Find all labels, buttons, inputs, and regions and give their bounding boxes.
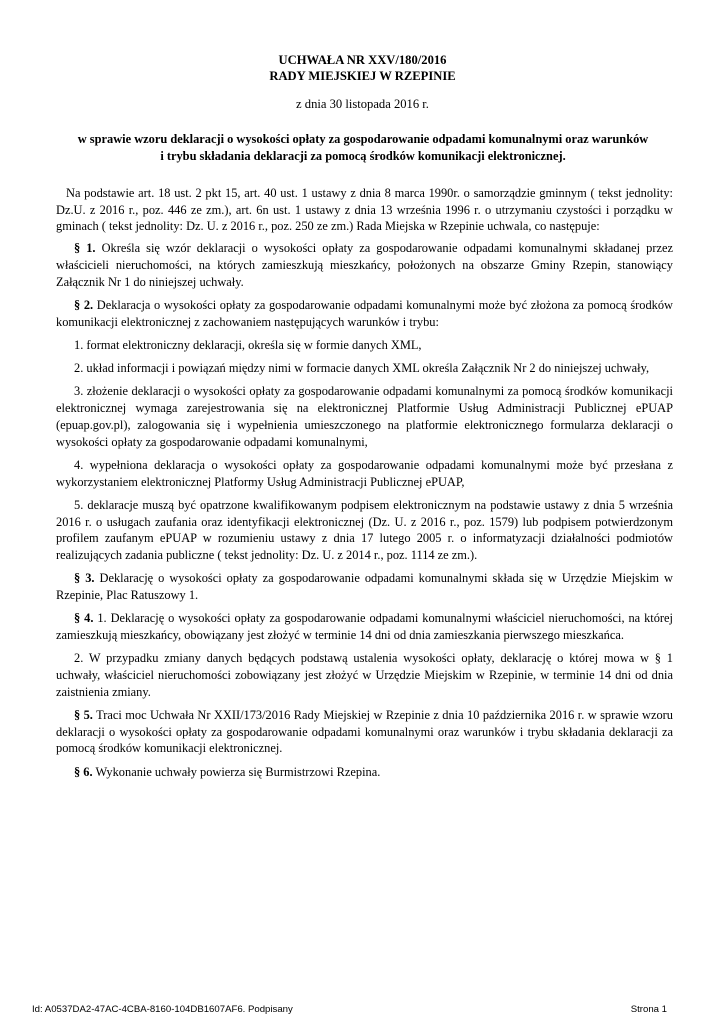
section-2: [56, 297, 673, 330]
section-4-text: 1. Deklarację o wysokości opłaty za gospodarowanie odpadami komunalnymi właściciel nieruchomości, na której zamieszkują mieszkańcy, obowiązany jest złożyć w terminie 14 dni od dnia zamieszkania pierwszego mieszkańca.: [56, 611, 673, 642]
council-name: RADY MIEJSKIEJ W RZEPINIE: [269, 69, 456, 83]
section-2-mark: § 2.: [74, 297, 94, 312]
section-1-mark: § 1.: [74, 241, 96, 256]
section-2-text: Deklaracja o wysokości opłaty za gospodarowanie odpadami komunalnymi może być złożona za pomocą środków komunikacji elektronicznej z zachowaniem następujących warunków i trybu:: [56, 297, 674, 329]
section-1-text: Określa się wzór deklaracji o wysokości opłaty za gospodarowanie odpadami komunalnymi składanej przez właścicieli nieruchomości, na których zamieszkują mieszkańcy, położonych na obszarze Gminy Rzepin, stanowiący Załącznik Nr 1 do niniejszej uchwały.: [56, 241, 673, 289]
section-3-text: Deklarację o wysokości opłaty za gospodarowanie odpadami komunalnymi składa się w Urzędzie Miejskim w Rzepinie, Plac Ratuszowy 1.: [56, 571, 674, 602]
section-3-mark: § 3.: [74, 571, 95, 586]
section-5: [56, 707, 673, 757]
section-5-text: Traci moc Uchwała Nr XXII/173/2016 Rady Miejskiej w Rzepinie z dnia 10 października 2016 r. w sprawie wzoru deklaracji o wysokości opłaty za gospodarowanie odpadami komunalnymi oraz warunków i trybu składania deklaracji za pomocą środków komunikacji elektronicznej.: [56, 707, 673, 756]
section-4-item-2: 2. W przypadku zmiany danych będących podstawą ustalenia wysokości opłaty, deklarację o której mowa w § 1 uchwały, właściciel nieruchomości zobowiązany jest złożyć w Urzędzie Miejskim w Rzepinie, w terminie 14 dni od dnia zaistnienia zmiany.: [56, 651, 673, 699]
section-5-mark: § 5.: [74, 707, 93, 722]
subject-line-2: i trybu składania deklaracji za pomocą środków komunikacji elektronicznej.: [160, 148, 566, 163]
section-3: [56, 570, 673, 603]
section-4: [56, 610, 673, 643]
section-4-mark: § 4.: [74, 611, 94, 626]
section-2-item-4: 4. wypełniona deklaracja o wysokości opłaty za gospodarowanie odpadami komunalnymi może być przesłana z wykorzystaniem elektronicznej Platformy Usług Administracji Publicznej ePUAP,: [56, 457, 673, 489]
section-1: [56, 240, 673, 290]
resolution-body: [56, 185, 673, 787]
section-2-item-5: 5. deklaracje muszą być opatrzone kwalifikowanym podpisem elektronicznym na podstawie ustawy z dnia 5 września 2016 r. o usługach zaufania oraz identyfikacji elektronicznej (Dz. U. z 2016 r., poz. 1579) lub podpisem potwierdzonym profilem zaufanym ePUAP w rozumieniu ustawy z dnia 17 lutego 2005 r. o informatyzacji działalności podmiotów realizujących zadania publiczne ( tekst jednolity: Dz. U. z 2014 r., poz. 1114 ze zm.).: [56, 497, 673, 562]
document-id-footer: Id: A0537DA2-47AC-4CBA-8160-104DB1607AF6. Podpisany: [32, 1004, 293, 1015]
section-6-mark: § 6.: [74, 764, 93, 779]
section-6: [56, 764, 673, 781]
resolution-date: z dnia 30 listopada 2016 r.: [296, 97, 429, 111]
subject-line-1: w sprawie wzoru deklaracji o wysokości opłaty za gospodarowanie odpadami komunalnymi oraz warunków: [77, 132, 649, 146]
section-2-item-3: 3. złożenie deklaracji o wysokości opłaty za gospodarowanie odpadami komunalnymi za pomocą środków komunikacji elektronicznej wymaga zarejestrowania się na elektronicznej Platformie Usług Administracji Publicznej ePUAP (epuap.gov.pl), zalogowania się i wypełnienia umieszczonego na platformie elektronicznego formularza deklaracji o wysokości opłaty za gospodarowanie odpadami komunalnymi,: [56, 384, 673, 449]
section-6-text: Wykonanie uchwały powierza się Burmistrzowi Rzepina.: [92, 764, 381, 779]
resolution-subject: [56, 131, 670, 164]
section-2-item-1: 1. format elektroniczny deklaracji, określa się w formie danych XML,: [74, 337, 422, 352]
preamble: Na podstawie art. 18 ust. 2 pkt 15, art. 40 ust. 1 ustawy z dnia 8 marca 1990r. o samorządzie gminnym ( tekst jednolity: Dz.U. z 2016 r., poz. 446 ze zm.), art. 6n ust. 1 ustawy z dnia 13 września 1996 r. o utrzymaniu czystości i porządku w gminach ( tekst jednolity: Dz. U. z 2016 r., poz. 250 ze zm.) Rada Miejska w Rzepinie uchwala, co następuje:: [56, 186, 673, 234]
page-number: Strona 1: [630, 1004, 667, 1015]
resolution-title: UCHWAŁA NR XXV/180/2016: [278, 53, 447, 67]
section-2-item-2: 2. układ informacji i powiązań między nimi w formacie danych XML określa Załącznik Nr 2 do niniejszej uchwały,: [74, 361, 650, 376]
